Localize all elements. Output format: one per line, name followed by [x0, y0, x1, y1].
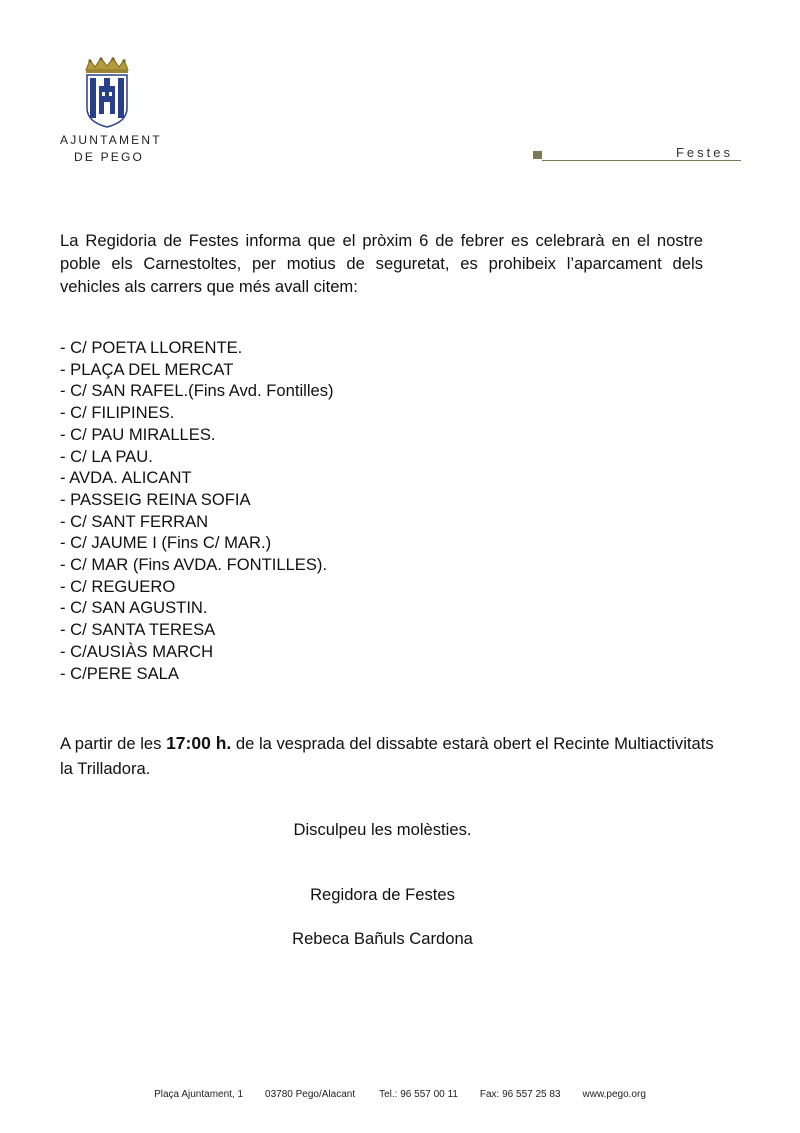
- street-item: - C/ PAU MIRALLES.: [60, 424, 216, 444]
- street-item: - C/ SANT FERRAN: [60, 511, 209, 531]
- town-coat-of-arms-icon: [80, 56, 134, 128]
- footer-address: Plaça Ajuntament, 1: [154, 1089, 244, 1100]
- footer-contact: [0, 1089, 800, 1100]
- schedule-text-before: A partir de les: [60, 734, 167, 753]
- department-marker: [533, 151, 542, 159]
- intro-paragraph: La Regidoria de Festes informa que el pròxim 6 de febrer es celebrarà en el nostre poble els Carnestoltes, per motius de seguretat, es prohibeix l’aparcament dels vehicles als carrers que més avall citem:: [60, 231, 703, 296]
- street-list: [60, 337, 334, 684]
- organization-line-2: DE PEGO: [74, 150, 145, 164]
- signature-name: Rebeca Bañuls Cardona: [292, 929, 473, 948]
- organization-line-1: AJUNTAMENT: [60, 133, 162, 147]
- street-item: - C/ SAN RAFEL.(Fins Avd. Fontilles): [60, 381, 334, 401]
- street-item: - C/ SANTA TERESA: [60, 620, 216, 640]
- schedule-time: 17:00 h.: [166, 733, 232, 753]
- street-item: - C/ REGUERO: [60, 576, 176, 596]
- street-item: - C/PERE SALA: [60, 663, 179, 683]
- signature-title: Regidora de Festes: [310, 885, 455, 904]
- street-item: - AVDA. ALICANT: [60, 468, 192, 488]
- department-rule: [542, 160, 741, 161]
- street-item: - C/ FILIPINES.: [60, 403, 175, 423]
- street-item: - C/AUSIÀS MARCH: [60, 641, 214, 661]
- street-item: - C/ LA PAU.: [60, 446, 153, 466]
- street-item: - C/ JAUME I (Fins C/ MAR.): [60, 533, 272, 553]
- department-header: [533, 147, 741, 161]
- street-item: - C/ POETA LLORENTE.: [60, 338, 243, 357]
- footer-postal: 03780 Pego/Alacant: [265, 1089, 356, 1100]
- street-item: - PLAÇA DEL MERCAT: [60, 359, 234, 379]
- schedule-text-after: de la vesprada del dissabte estarà obert el Recinte Multiactivitats la Trilladora.: [60, 734, 714, 778]
- closing-text: Disculpeu les molèsties.: [293, 820, 472, 839]
- footer-website: www.pego.org: [582, 1089, 646, 1100]
- street-item: - C/ MAR (Fins AVDA. FONTILLES).: [60, 555, 328, 575]
- footer-fax: Fax: 96 557 25 83: [479, 1089, 561, 1100]
- street-item: - C/ SAN AGUSTIN.: [60, 598, 208, 618]
- schedule-paragraph: [60, 731, 720, 781]
- street-item: - PASSEIG REINA SOFIA: [60, 489, 251, 509]
- department-label: Festes: [675, 145, 733, 160]
- footer-phone: Tel.: 96 557 00 11: [379, 1089, 458, 1100]
- organization-name: [60, 132, 162, 166]
